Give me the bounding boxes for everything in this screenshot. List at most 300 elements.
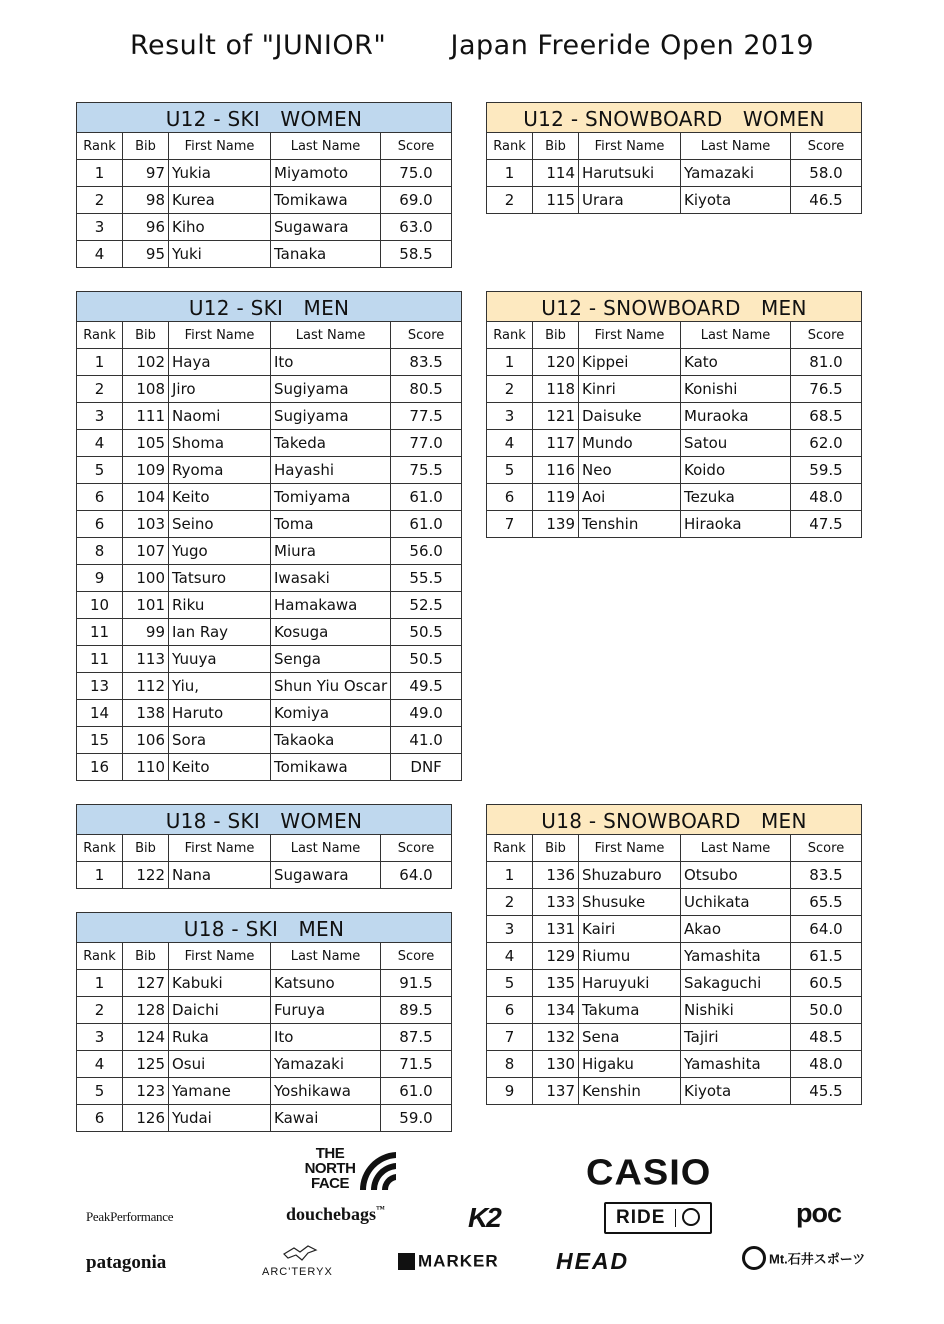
first-name-cell: Urara — [579, 187, 681, 214]
bib-cell: 134 — [533, 997, 579, 1024]
table-row — [487, 997, 862, 1024]
bib-cell: 139 — [533, 511, 579, 538]
table-row — [487, 970, 862, 997]
score-cell: 91.5 — [381, 970, 452, 997]
last-name-cell: Sakaguchi — [681, 970, 791, 997]
score-cell: 59.0 — [381, 1105, 452, 1132]
first-name-cell: Yamane — [169, 1078, 271, 1105]
column-header: First Name — [169, 133, 271, 160]
score-cell: 47.5 — [791, 511, 862, 538]
bib-cell: 102 — [123, 349, 169, 376]
bib-cell: 100 — [123, 565, 169, 592]
bib-cell: 135 — [533, 970, 579, 997]
column-header: Last Name — [681, 835, 791, 862]
table-row — [77, 430, 462, 457]
last-name-cell: Uchikata — [681, 889, 791, 916]
last-name-cell: Akao — [681, 916, 791, 943]
first-name-cell: Yuki — [169, 241, 271, 268]
last-name-cell: Hiraoka — [681, 511, 791, 538]
bib-cell: 95 — [123, 241, 169, 268]
bib-cell: 115 — [533, 187, 579, 214]
score-cell: 61.5 — [791, 943, 862, 970]
score-cell: 61.0 — [391, 511, 462, 538]
table-row — [487, 160, 862, 187]
score-cell: 59.5 — [791, 457, 862, 484]
table-row — [77, 592, 462, 619]
rank-cell: 4 — [77, 1051, 123, 1078]
score-cell: 56.0 — [391, 538, 462, 565]
score-cell: 77.0 — [391, 430, 462, 457]
bib-cell: 119 — [533, 484, 579, 511]
rank-cell: 3 — [77, 214, 123, 241]
rank-cell: 6 — [77, 1105, 123, 1132]
rank-cell: 7 — [487, 511, 533, 538]
last-name-cell: Kiyota — [681, 1078, 791, 1105]
table-title: U18 - SKI WOMEN — [77, 805, 452, 835]
bib-cell: 133 — [533, 889, 579, 916]
score-cell: 77.5 — [391, 403, 462, 430]
bib-cell: 105 — [123, 430, 169, 457]
column-header: Last Name — [681, 133, 791, 160]
rank-cell: 3 — [77, 1024, 123, 1051]
first-name-cell: Nana — [169, 862, 271, 889]
rank-cell: 6 — [487, 484, 533, 511]
table-title: U12 - SKI MEN — [77, 292, 462, 322]
first-name-cell: Haruto — [169, 700, 271, 727]
score-cell: 61.0 — [391, 484, 462, 511]
last-name-cell: Iwasaki — [271, 565, 391, 592]
last-name-cell: Furuya — [271, 997, 381, 1024]
table-row — [487, 457, 862, 484]
first-name-cell: Mundo — [579, 430, 681, 457]
table-row — [487, 403, 862, 430]
last-name-cell: Sugawara — [271, 862, 381, 889]
score-cell: 75.5 — [391, 457, 462, 484]
table-row — [487, 376, 862, 403]
rank-cell: 4 — [77, 241, 123, 268]
first-name-cell: Kenshin — [579, 1078, 681, 1105]
last-name-cell: Satou — [681, 430, 791, 457]
bib-cell: 103 — [123, 511, 169, 538]
first-name-cell: Tenshin — [579, 511, 681, 538]
table-row — [487, 511, 862, 538]
douchebags-text: douchebags — [286, 1204, 377, 1224]
table-row — [77, 997, 452, 1024]
first-name-cell: Riumu — [579, 943, 681, 970]
bib-cell: 99 — [123, 619, 169, 646]
table-row — [77, 511, 462, 538]
column-header: Last Name — [271, 943, 381, 970]
bib-cell: 109 — [123, 457, 169, 484]
last-name-cell: Ito — [271, 1024, 381, 1051]
last-name-cell: Toma — [271, 511, 391, 538]
first-name-cell: Kurea — [169, 187, 271, 214]
score-cell: 61.0 — [381, 1078, 452, 1105]
first-name-cell: Yugo — [169, 538, 271, 565]
last-name-cell: Tajiri — [681, 1024, 791, 1051]
first-name-cell: Yukia — [169, 160, 271, 187]
last-name-cell: Konishi — [681, 376, 791, 403]
last-name-cell: Otsubo — [681, 862, 791, 889]
rank-cell: 14 — [77, 700, 123, 727]
rank-cell: 2 — [77, 187, 123, 214]
score-cell: 45.5 — [791, 1078, 862, 1105]
bib-cell: 113 — [123, 646, 169, 673]
bib-cell: 118 — [533, 376, 579, 403]
first-name-cell: Kiho — [169, 214, 271, 241]
rank-cell: 9 — [487, 1078, 533, 1105]
marker-icon — [398, 1253, 415, 1270]
column-header: First Name — [169, 943, 271, 970]
rank-cell: 4 — [487, 943, 533, 970]
score-cell: 49.5 — [391, 673, 462, 700]
north-face-line-2: NORTH — [304, 1160, 356, 1177]
column-header-row — [77, 322, 462, 349]
rank-cell: 13 — [77, 673, 123, 700]
first-name-cell: Shuzaburo — [579, 862, 681, 889]
rank-cell: 2 — [77, 997, 123, 1024]
table-row — [77, 970, 452, 997]
score-cell: 80.5 — [391, 376, 462, 403]
score-cell: 41.0 — [391, 727, 462, 754]
bib-cell: 123 — [123, 1078, 169, 1105]
bib-cell: 112 — [123, 673, 169, 700]
last-name-cell: Kato — [681, 349, 791, 376]
first-name-cell: Kairi — [579, 916, 681, 943]
rank-cell: 11 — [77, 619, 123, 646]
last-name-cell: Ito — [271, 349, 391, 376]
column-header-row — [77, 835, 452, 862]
column-header: Rank — [77, 322, 123, 349]
table-row — [77, 619, 462, 646]
first-name-cell: Kinri — [579, 376, 681, 403]
score-cell: 75.0 — [381, 160, 452, 187]
first-name-cell: Daisuke — [579, 403, 681, 430]
bib-cell: 130 — [533, 1051, 579, 1078]
score-cell: 89.5 — [381, 997, 452, 1024]
patagonia-logo: patagonia — [86, 1252, 167, 1273]
bib-cell: 136 — [533, 862, 579, 889]
column-header: Score — [381, 133, 452, 160]
rank-cell: 16 — [77, 754, 123, 781]
title-right: Japan Freeride Open 2019 — [450, 30, 815, 61]
column-header: Bib — [123, 943, 169, 970]
column-header: Last Name — [271, 835, 381, 862]
the-north-face-logo — [296, 1146, 406, 1196]
last-name-cell: Komiya — [271, 700, 391, 727]
table-title: U12 - SNOWBOARD WOMEN — [487, 103, 862, 133]
table-row — [77, 376, 462, 403]
last-name-cell: Yamazaki — [271, 1051, 381, 1078]
rank-cell: 8 — [487, 1051, 533, 1078]
rank-cell: 1 — [487, 862, 533, 889]
first-name-cell: Tatsuro — [169, 565, 271, 592]
rank-cell: 2 — [487, 187, 533, 214]
bib-cell: 106 — [123, 727, 169, 754]
first-name-cell: Ian Ray — [169, 619, 271, 646]
results-table-u12-ski-men — [76, 291, 462, 781]
first-name-cell: Kabuki — [169, 970, 271, 997]
column-header: Score — [391, 322, 462, 349]
bib-cell: 104 — [123, 484, 169, 511]
last-name-cell: Senga — [271, 646, 391, 673]
ride-mark-icon — [682, 1208, 700, 1226]
table-row — [487, 484, 862, 511]
arcteryx-text: ARC'TERYX — [262, 1266, 333, 1278]
bib-cell: 122 — [123, 862, 169, 889]
first-name-cell: Osui — [169, 1051, 271, 1078]
arcteryx-logo — [262, 1244, 342, 1280]
column-header: Rank — [487, 835, 533, 862]
table-row — [77, 538, 462, 565]
results-table-u12-ski-women — [76, 102, 452, 268]
rank-cell: 1 — [77, 970, 123, 997]
bib-cell: 125 — [123, 1051, 169, 1078]
north-face-line-3: FACE — [310, 1175, 349, 1192]
marker-logo — [398, 1251, 499, 1272]
first-name-cell: Jiro — [169, 376, 271, 403]
score-cell: 62.0 — [791, 430, 862, 457]
table-row — [487, 916, 862, 943]
table-row — [77, 349, 462, 376]
bib-cell: 132 — [533, 1024, 579, 1051]
column-header: Score — [381, 835, 452, 862]
first-name-cell: Kippei — [579, 349, 681, 376]
last-name-cell: Sugiyama — [271, 403, 391, 430]
arcteryx-bird-icon — [280, 1244, 320, 1264]
score-cell: 64.0 — [381, 862, 452, 889]
rank-cell: 2 — [77, 376, 123, 403]
score-cell: 58.5 — [381, 241, 452, 268]
table-row — [487, 430, 862, 457]
table-row — [77, 673, 462, 700]
first-name-cell: Ruka — [169, 1024, 271, 1051]
bib-cell: 120 — [533, 349, 579, 376]
douchebags-logo: douchebags™ — [286, 1204, 386, 1224]
table-row — [77, 457, 462, 484]
score-cell: 81.0 — [791, 349, 862, 376]
bib-cell: 96 — [123, 214, 169, 241]
last-name-cell: Sugawara — [271, 214, 381, 241]
bib-cell: 124 — [123, 1024, 169, 1051]
last-name-cell: Miura — [271, 538, 391, 565]
bib-cell: 108 — [123, 376, 169, 403]
column-header: Score — [791, 835, 862, 862]
score-cell: 83.5 — [391, 349, 462, 376]
column-header: Bib — [123, 835, 169, 862]
rank-cell: 6 — [487, 997, 533, 1024]
first-name-cell: Higaku — [579, 1051, 681, 1078]
bib-cell: 101 — [123, 592, 169, 619]
casio-logo: CASIO — [586, 1153, 712, 1193]
table-row — [487, 862, 862, 889]
last-name-cell: Shun Yiu Oscar — [271, 673, 391, 700]
first-name-cell: Neo — [579, 457, 681, 484]
bib-cell: 127 — [123, 970, 169, 997]
head-logo: HEAD — [556, 1248, 630, 1274]
last-name-cell: Yamashita — [681, 943, 791, 970]
score-cell: 76.5 — [791, 376, 862, 403]
bib-cell: 114 — [533, 160, 579, 187]
bib-cell: 131 — [533, 916, 579, 943]
title-left: Result of "JUNIOR" — [129, 30, 387, 61]
first-name-cell: Haya — [169, 349, 271, 376]
first-name-cell: Keito — [169, 754, 271, 781]
rank-cell: 1 — [487, 349, 533, 376]
table-row — [77, 241, 452, 268]
rank-cell: 5 — [487, 970, 533, 997]
table-row — [487, 187, 862, 214]
column-header: Bib — [533, 322, 579, 349]
rank-cell: 3 — [487, 403, 533, 430]
column-header: Bib — [533, 133, 579, 160]
table-row — [487, 1051, 862, 1078]
rank-cell: 1 — [77, 349, 123, 376]
rank-cell: 8 — [77, 538, 123, 565]
rank-cell: 1 — [77, 862, 123, 889]
score-cell: 71.5 — [381, 1051, 452, 1078]
bib-cell: 116 — [533, 457, 579, 484]
bib-cell: 126 — [123, 1105, 169, 1132]
results-table-u12-snowboard-men — [486, 291, 862, 538]
column-header: Last Name — [681, 322, 791, 349]
first-name-cell: Yudai — [169, 1105, 271, 1132]
rank-cell: 15 — [77, 727, 123, 754]
column-header: Score — [381, 943, 452, 970]
score-cell: 69.0 — [381, 187, 452, 214]
first-name-cell: Sena — [579, 1024, 681, 1051]
ride-text: RIDE — [616, 1207, 666, 1228]
results-table-u18-ski-men — [76, 912, 452, 1132]
first-name-cell: Yuuya — [169, 646, 271, 673]
table-title: U12 - SKI WOMEN — [77, 103, 452, 133]
bib-cell: 111 — [123, 403, 169, 430]
page-title — [0, 30, 944, 61]
rank-cell: 5 — [77, 457, 123, 484]
column-header: First Name — [579, 835, 681, 862]
last-name-cell: Takaoka — [271, 727, 391, 754]
column-header: Score — [791, 133, 862, 160]
table-row — [487, 1078, 862, 1105]
table-row — [77, 646, 462, 673]
last-name-cell: Yoshikawa — [271, 1078, 381, 1105]
score-cell: 87.5 — [381, 1024, 452, 1051]
first-name-cell: Daichi — [169, 997, 271, 1024]
bib-cell: 97 — [123, 160, 169, 187]
last-name-cell: Yamashita — [681, 1051, 791, 1078]
table-row — [77, 700, 462, 727]
column-header: Rank — [77, 835, 123, 862]
rank-cell: 10 — [77, 592, 123, 619]
table-title: U18 - SNOWBOARD MEN — [487, 805, 862, 835]
bib-cell: 137 — [533, 1078, 579, 1105]
table-title: U12 - SNOWBOARD MEN — [487, 292, 862, 322]
column-header: Rank — [77, 943, 123, 970]
score-cell: 48.0 — [791, 1051, 862, 1078]
score-cell: 50.5 — [391, 619, 462, 646]
score-cell: 63.0 — [381, 214, 452, 241]
score-cell: 46.5 — [791, 187, 862, 214]
poc-logo: poc — [796, 1198, 842, 1228]
rank-cell: 4 — [487, 430, 533, 457]
rank-cell: 6 — [77, 484, 123, 511]
last-name-cell: Miyamoto — [271, 160, 381, 187]
bib-cell: 121 — [533, 403, 579, 430]
last-name-cell: Kosuga — [271, 619, 391, 646]
last-name-cell: Tomikawa — [271, 187, 381, 214]
column-header: Rank — [487, 133, 533, 160]
rank-cell: 2 — [487, 889, 533, 916]
bib-cell: 128 — [123, 997, 169, 1024]
bib-cell: 117 — [533, 430, 579, 457]
table-title: U18 - SKI MEN — [77, 913, 452, 943]
score-cell: 50.5 — [391, 646, 462, 673]
score-cell: 64.0 — [791, 916, 862, 943]
table-row — [77, 1051, 452, 1078]
table-row — [77, 754, 462, 781]
table-row — [77, 160, 452, 187]
column-header-row — [487, 322, 862, 349]
last-name-cell: Nishiki — [681, 997, 791, 1024]
marker-text: MARKER — [418, 1251, 499, 1271]
last-name-cell: Sugiyama — [271, 376, 391, 403]
table-row — [77, 565, 462, 592]
first-name-cell: Seino — [169, 511, 271, 538]
table-row — [487, 943, 862, 970]
first-name-cell: Aoi — [579, 484, 681, 511]
k2-logo: K2 — [468, 1202, 500, 1233]
score-cell: 60.5 — [791, 970, 862, 997]
score-cell: 68.5 — [791, 403, 862, 430]
first-name-cell: Yiu, — [169, 673, 271, 700]
score-cell: 55.5 — [391, 565, 462, 592]
results-table-u12-snowboard-women — [486, 102, 862, 214]
first-name-cell: Shusuke — [579, 889, 681, 916]
column-header: First Name — [169, 322, 271, 349]
rank-cell: 7 — [487, 1024, 533, 1051]
rank-cell: 11 — [77, 646, 123, 673]
score-cell: 49.0 — [391, 700, 462, 727]
rank-cell: 5 — [77, 1078, 123, 1105]
table-row — [77, 214, 452, 241]
last-name-cell: Hayashi — [271, 457, 391, 484]
score-cell: 65.5 — [791, 889, 862, 916]
rank-cell: 3 — [77, 403, 123, 430]
score-cell: 48.0 — [791, 484, 862, 511]
score-cell: 83.5 — [791, 862, 862, 889]
score-cell: 58.0 — [791, 160, 862, 187]
rank-cell: 6 — [77, 511, 123, 538]
last-name-cell: Koido — [681, 457, 791, 484]
first-name-cell: Ryoma — [169, 457, 271, 484]
score-cell: 52.5 — [391, 592, 462, 619]
column-header: Rank — [77, 133, 123, 160]
rank-cell: 1 — [487, 160, 533, 187]
rank-cell: 2 — [487, 376, 533, 403]
rank-cell: 5 — [487, 457, 533, 484]
last-name-cell: Tomiyama — [271, 484, 391, 511]
column-header: First Name — [579, 322, 681, 349]
table-row — [77, 484, 462, 511]
column-header: Bib — [533, 835, 579, 862]
column-header-row — [77, 943, 452, 970]
bib-cell: 129 — [533, 943, 579, 970]
ride-logo — [604, 1202, 712, 1234]
table-row — [487, 349, 862, 376]
sponsor-logos — [0, 1140, 944, 1324]
first-name-cell: Harutsuki — [579, 160, 681, 187]
rank-cell: 9 — [77, 565, 123, 592]
